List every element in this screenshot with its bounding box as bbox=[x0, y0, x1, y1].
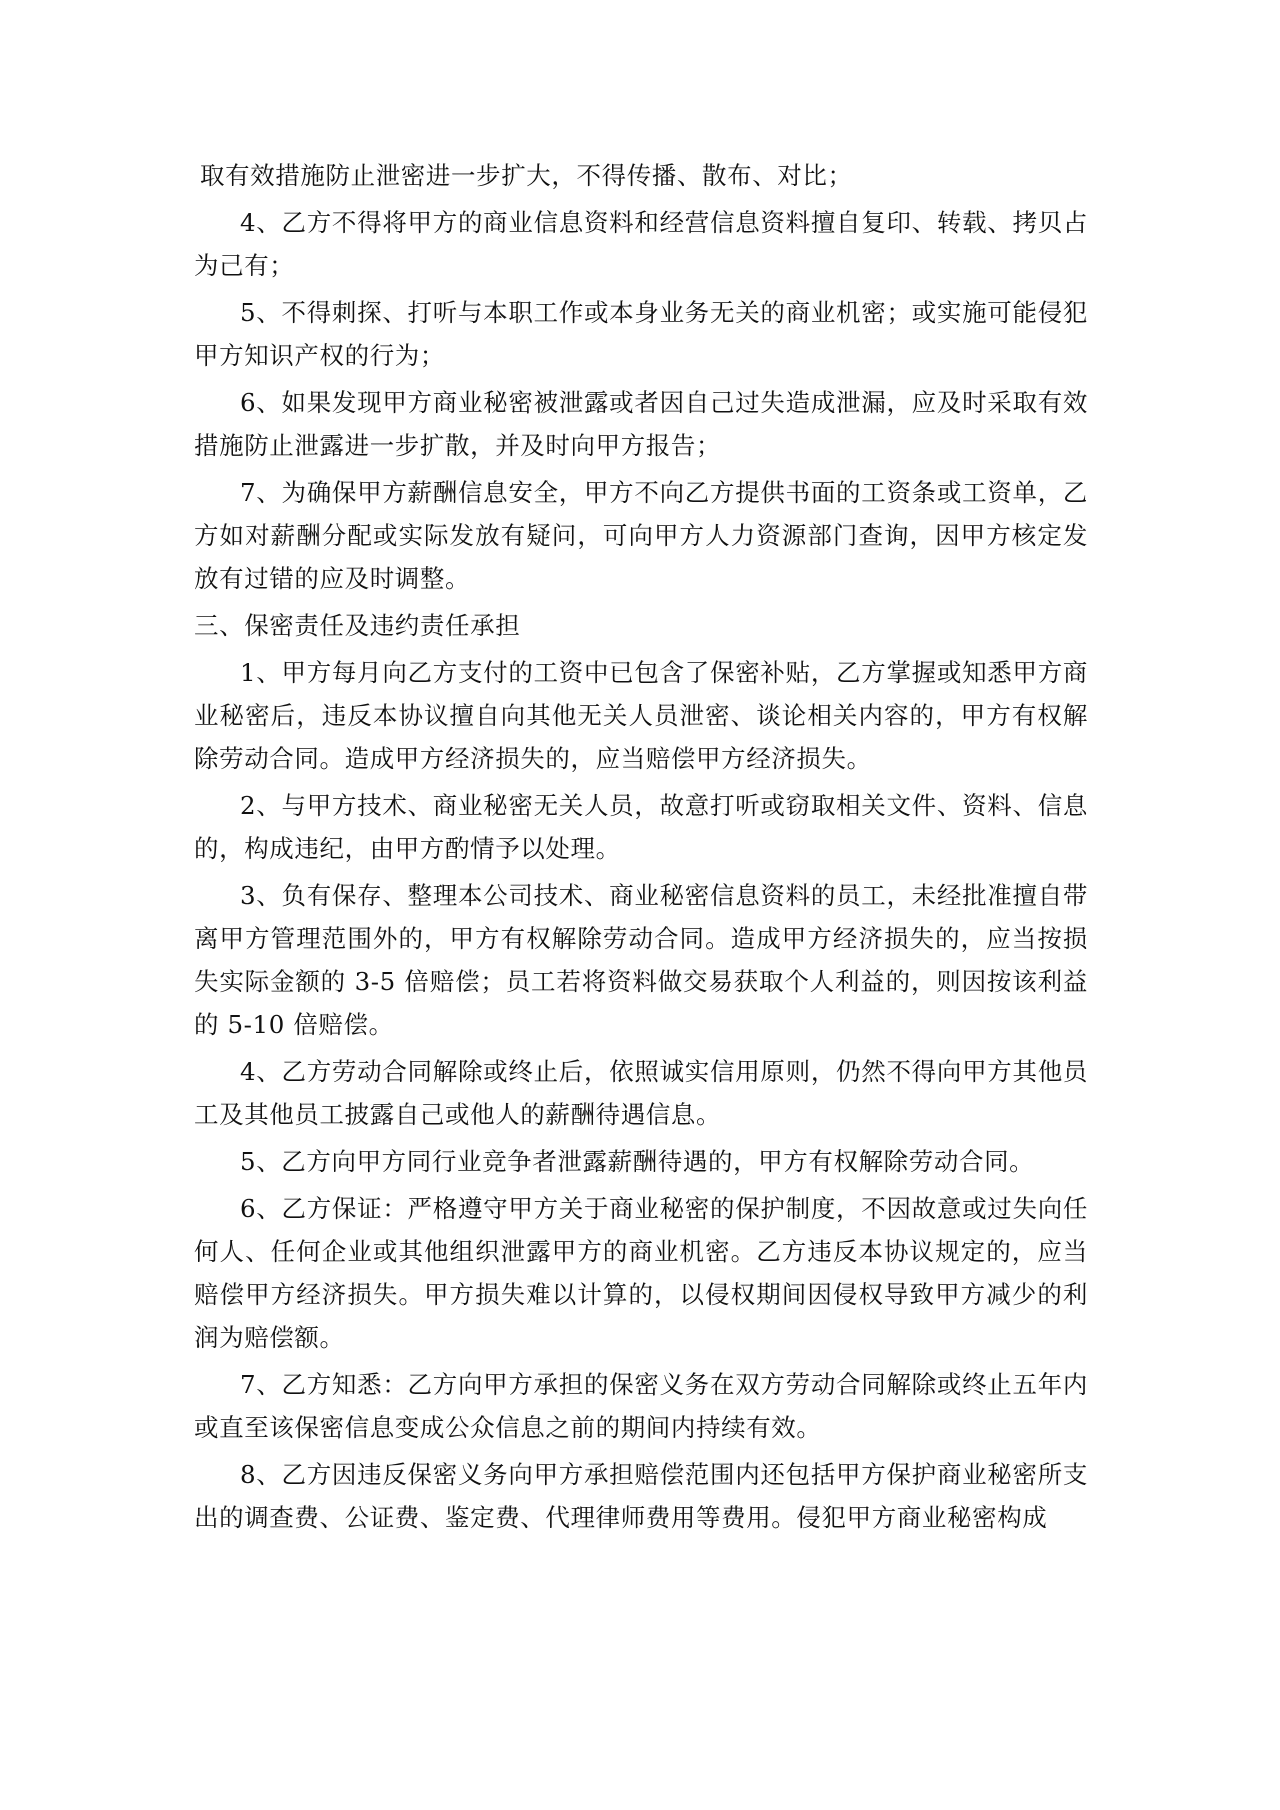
paragraph-clause-4: 4、乙方不得将甲方的商业信息资料和经营信息资料擅自复印、转载、拷贝占为己有； bbox=[194, 208, 1088, 280]
paragraph-liability-7: 7、乙方知悉：乙方向甲方承担的保密义务在双方劳动合同解除或终止五年内或直至该保密信息变成公众信息之前的期间内持续有效。 bbox=[194, 1370, 1088, 1442]
paragraph-liability-1: 1、甲方每月向乙方支付的工资中已包含了保密补贴，乙方掌握或知悉甲方商业秘密后，违反本协议擅自向其他无关人员泄密、谈论相关内容的，甲方有权解除劳动合同。造成甲方经济损失的，应当赔偿甲方经济损失。 bbox=[194, 658, 1088, 773]
paragraph-liability-6: 6、乙方保证：严格遵守甲方关于商业秘密的保护制度，不因故意或过失向任何人、任何企业或其他组织泄露甲方的商业机密。乙方违反本协议规定的，应当赔偿甲方经济损失。甲方损失难以计算的，以侵权期间因侵权导致甲方减少的利润为赔偿额。 bbox=[194, 1194, 1088, 1352]
paragraph-liability-4: 4、乙方劳动合同解除或终止后，依照诚实信用原则，仍然不得向甲方其他员工及其他员工披露自己或他人的薪酬待遇信息。 bbox=[194, 1057, 1088, 1129]
paragraph-liability-5: 5、乙方向甲方同行业竞争者泄露薪酬待遇的，甲方有权解除劳动合同。 bbox=[240, 1147, 1035, 1176]
paragraph-clause-7: 7、为确保甲方薪酬信息安全，甲方不向乙方提供书面的工资条或工资单，乙方如对薪酬分配或实际发放有疑问，可向甲方人力资源部门查询，因甲方核定发放有过错的应及时调整。 bbox=[194, 478, 1088, 593]
section-heading-3: 三、保密责任及违约责任承担 bbox=[194, 611, 521, 640]
paragraph-liability-8: 8、乙方因违反保密义务向甲方承担赔偿范围内还包括甲方保护商业秘密所支出的调查费、公证费、鉴定费、代理律师费用等费用。侵犯甲方商业秘密构成 bbox=[194, 1460, 1088, 1532]
paragraph-continued-clause-3: 取有效措施防止泄密进一步扩大，不得传播、散布、对比； bbox=[200, 161, 853, 190]
paragraph-clause-5: 5、不得刺探、打听与本职工作或本身业务无关的商业机密；或实施可能侵犯甲方知识产权的行为； bbox=[194, 298, 1088, 370]
document-body bbox=[194, 154, 1088, 1543]
paragraph-clause-6: 6、如果发现甲方商业秘密被泄露或者因自己过失造成泄漏，应及时采取有效措施防止泄露进一步扩散，并及时向甲方报告； bbox=[194, 388, 1088, 460]
paragraph-liability-3: 3、负有保存、整理本公司技术、商业秘密信息资料的员工，未经批准擅自带离甲方管理范围外的，甲方有权解除劳动合同。造成甲方经济损失的，应当按损失实际金额的 3-5 倍赔偿；员工若将资料做交易获取个人利益的，则因按该利益的 5-10 倍赔偿。 bbox=[194, 881, 1088, 1039]
paragraph-liability-2: 2、与甲方技术、商业秘密无关人员，故意打听或窃取相关文件、资料、信息的，构成违纪，由甲方酌情予以处理。 bbox=[194, 791, 1088, 863]
